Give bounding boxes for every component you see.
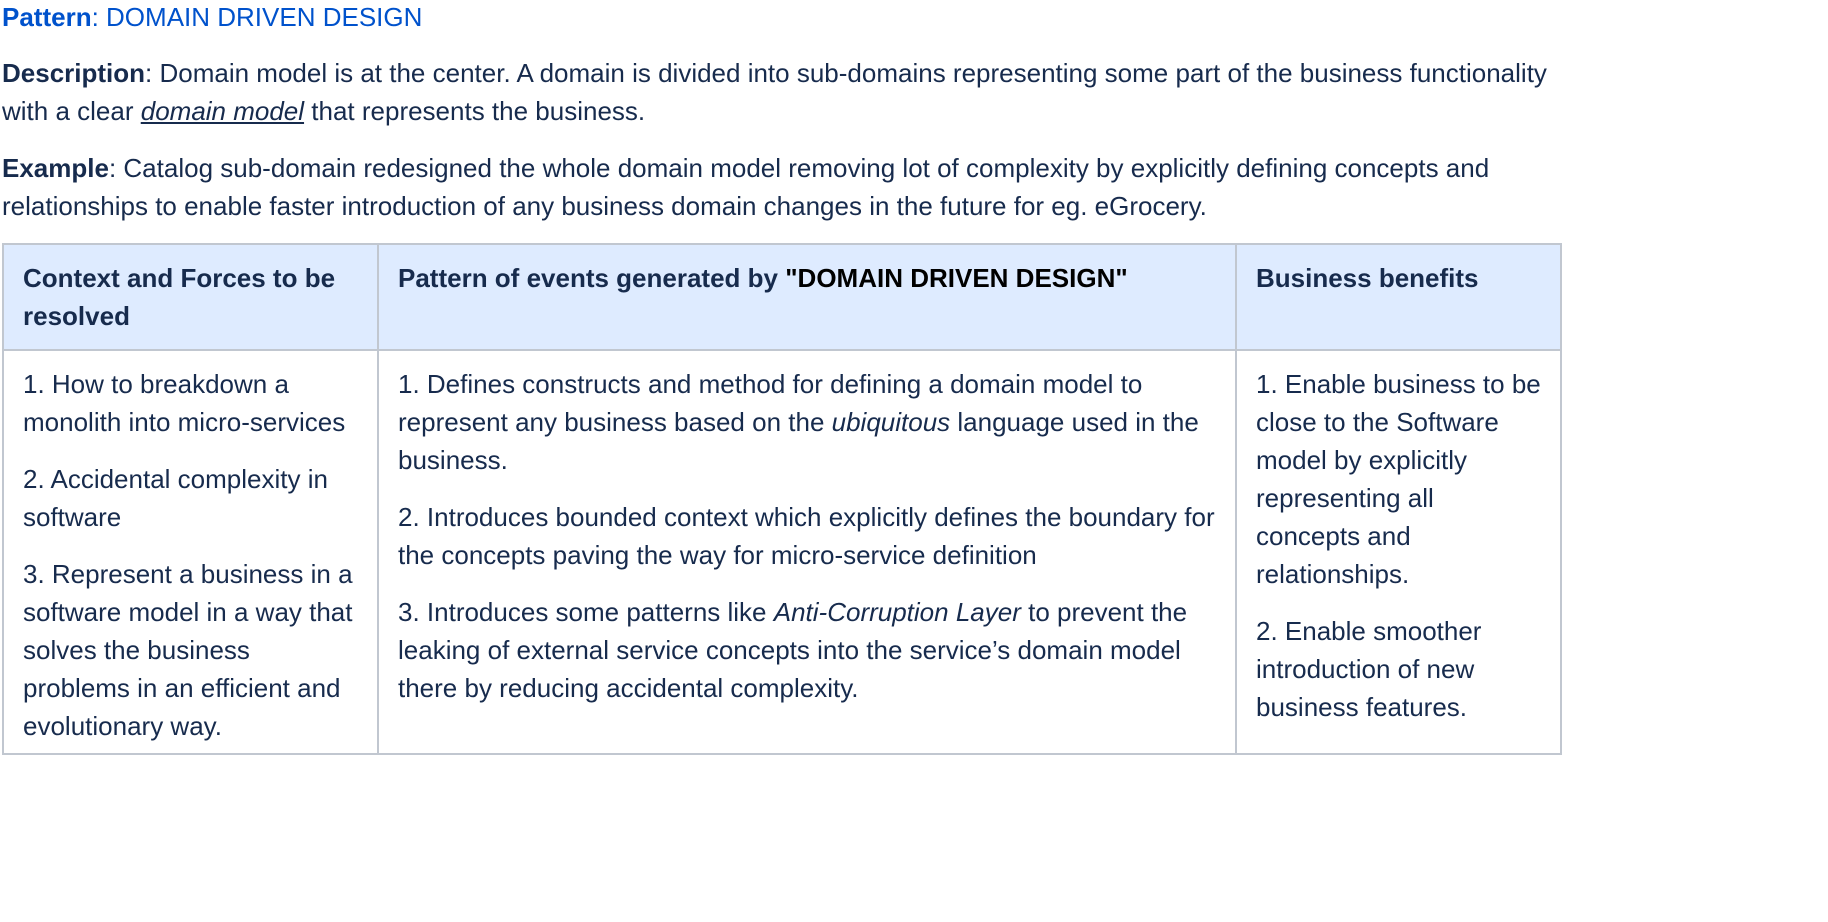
- header-benefits: Business benefits: [1236, 244, 1561, 350]
- example-text: Catalog sub-domain redesigned the whole domain model removing lot of complexity by explicitly defining concepts and relationships to enable faster introduction of any business domain changes in the future for eg. eGrocery.: [2, 153, 1490, 221]
- pattern-item-1-after: language used in the business.: [398, 407, 1199, 475]
- context-item-3: 3. Represent a business in a software model in a way that solves the business problems in an efficient and evolutionary way.: [23, 559, 353, 741]
- table-header-row: [3, 244, 1561, 350]
- context-item-2: 2. Accidental complexity in software: [23, 464, 328, 532]
- description-emphasis: domain model: [140, 96, 305, 126]
- description-text-after: that represents the business.: [304, 96, 646, 126]
- description-paragraph: [2, 54, 1568, 130]
- pattern-item-1-em: ubiquitous: [831, 407, 951, 437]
- table-row: [3, 350, 1561, 754]
- pattern-item-3-after: to prevent the leaking of external service concepts into the service’s domain model there by reducing accidental complexity.: [398, 597, 1188, 703]
- example-label: Example: [2, 153, 109, 183]
- example-paragraph: [2, 149, 1568, 225]
- example-separator: :: [108, 153, 124, 183]
- description-text-before: Domain model is at the center. A domain is divided into sub-domains representing some part of the business functionality with a clear: [2, 58, 1547, 126]
- context-item-1: 1. How to breakdown a monolith into micro-services: [23, 369, 346, 437]
- description-label: Description: [2, 58, 146, 88]
- header-context: Context and Forces to be resolved: [3, 244, 378, 350]
- benefit-item-2: 2. Enable smoother introduction of new business features.: [1256, 616, 1482, 722]
- benefits-cell: [1236, 350, 1561, 754]
- pattern-value: DOMAIN DRIVEN DESIGN: [106, 2, 423, 32]
- description-separator: :: [145, 58, 160, 88]
- header-pattern: [378, 244, 1236, 350]
- pattern-label: Pattern: [2, 2, 92, 32]
- pattern-separator: :: [91, 2, 107, 32]
- benefit-item-1: 1. Enable business to be close to the Software model by explicitly representing all concepts and relationships.: [1256, 369, 1541, 589]
- pattern-item-1-before: 1. Defines constructs and method for defining a domain model to represent any business based on the: [398, 369, 1143, 437]
- pattern-item-3: [398, 593, 1216, 707]
- pattern-item-1: [398, 365, 1216, 479]
- pattern-item-3-before: 3. Introduces some patterns like: [398, 597, 774, 627]
- header-pattern-prefix: Pattern of events generated by: [398, 263, 786, 293]
- pattern-cell: [378, 350, 1236, 754]
- pattern-table: [2, 243, 1562, 755]
- pattern-item-2: 2. Introduces bounded context which explicitly defines the boundary for the concepts paving the way for micro-service definition: [398, 502, 1215, 570]
- context-cell: [3, 350, 378, 754]
- pattern-line: [2, 0, 1568, 36]
- header-pattern-name: "DOMAIN DRIVEN DESIGN": [785, 263, 1128, 293]
- pattern-item-3-em: Anti-Corruption Layer: [773, 597, 1021, 627]
